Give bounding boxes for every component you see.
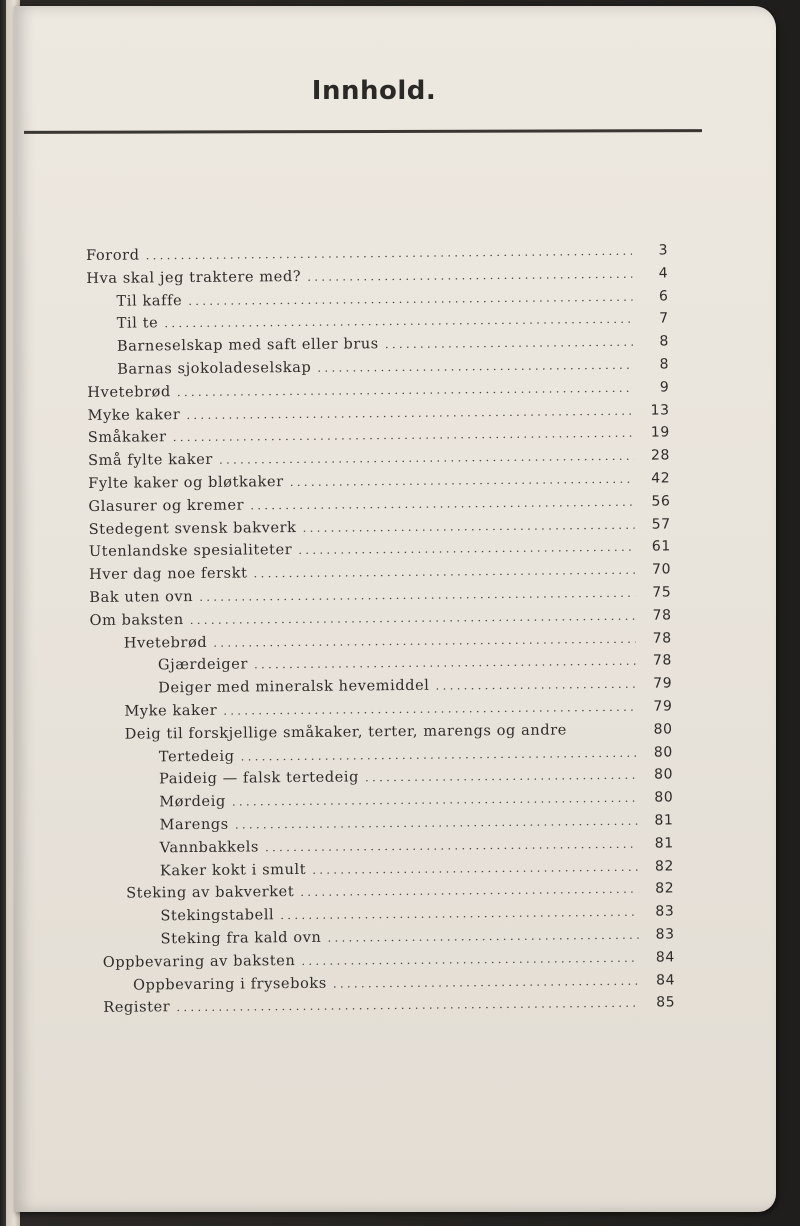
dot-leader [254,654,636,672]
dot-leader [240,745,636,763]
toc-entry-page: 3 [658,242,669,259]
dot-leader [164,312,633,330]
dot-leader [300,882,638,899]
toc-entry-page: 80 [653,743,673,761]
toc-entry-page: 8 [659,333,670,350]
dot-leader [333,973,639,990]
toc-entry-label: Stedegent svensk bakverk [88,519,297,538]
toc-entry-page: 8 [659,356,670,373]
toc-entry-page: 85 [656,994,676,1011]
dot-leader [177,381,634,399]
dot-leader [186,403,633,421]
dot-leader [290,472,635,489]
table-of-contents [86,242,675,1023]
toc-entry-label: Marengs [159,816,229,834]
toc-entry-page: 82 [654,857,675,875]
toc-entry-label: Deiger med mineralsk hevemiddel [158,677,430,697]
dot-leader [173,426,634,444]
title-rule [24,129,702,134]
toc-entry-label: Utenlandske spesialiteter [88,542,293,561]
dot-leader [385,335,633,351]
dot-leader [327,928,638,945]
toc-entry-page: 61 [651,538,671,555]
toc-entry-label: Paideig — falsk tertedeig [159,769,360,788]
toc-entry-page: 81 [654,812,674,829]
toc-entry-label: Hver dag noe ferskt [89,565,248,584]
dot-leader [298,540,635,557]
dot-leader [302,517,634,534]
dot-leader [265,836,638,854]
toc-entry-page: 9 [659,379,670,396]
book-page [14,6,776,1212]
dot-leader [145,244,632,263]
dot-leader [312,859,638,876]
toc-entry-label: Hvetebrød [87,383,171,401]
dot-leader [188,289,632,307]
dot-leader [250,495,634,513]
toc-entry-page: 13 [650,401,670,419]
toc-entry-label: Steking fra kald ovn [160,929,322,948]
dot-leader [190,608,636,626]
toc-entry-label: Om baksten [89,611,184,629]
toc-entry-label: Deig til forskjellige småkaker, terter, marengs og andre [124,722,567,743]
toc-entry-label: Barnas sjokoladeselskap [117,359,312,378]
toc-entry-page: 70 [652,561,672,578]
dot-leader [235,814,638,832]
toc-entry-page: 79 [653,675,673,692]
toc-entry-label: Gjærdeiger [157,656,249,674]
dot-leader [219,449,634,467]
toc-entry-page: 78 [652,629,672,647]
toc-entry-label: Tertedeig [158,748,235,765]
dot-leader [223,700,636,718]
toc-entry-page: 75 [652,584,672,601]
dot-leader [199,586,635,604]
toc-entry-label: Steking av bakverket [126,884,295,902]
toc-entry-page: 80 [653,766,674,783]
toc-entry-label: Bak uten ovn [89,588,194,606]
toc-entry-page: 7 [659,310,669,327]
toc-entry-label: Kaker kokt i smult [159,861,307,879]
toc-entry-label: Barneselskap med saft eller brus [116,336,379,355]
toc-entry-page: 79 [653,698,673,715]
toc-entry-page: 84 [655,971,676,989]
toc-entry-page: 80 [653,721,673,738]
toc-entry-label: Vannbakkels [159,839,260,857]
toc-entry-page: 19 [650,424,670,441]
toc-entry-page: 28 [650,447,671,464]
toc-entry-page: 82 [655,880,675,897]
dot-leader [232,791,638,809]
dot-leader [365,768,637,785]
toc-entry-page: 4 [658,265,669,282]
toc-entry-page: 78 [652,607,672,624]
dot-leader [213,631,636,649]
dot-leader [317,358,633,375]
toc-entry-label: Register [103,999,171,1017]
dot-leader [253,563,635,581]
toc-entry-label: Til te [116,315,159,333]
toc-entry-label: Stekingstabell [160,907,275,925]
toc-entry-label: Småkaker [87,429,167,447]
toc-entry-label: Små fylte kaker [87,451,214,470]
toc-entry-label: Fylte kaker og bløtkaker [88,474,284,492]
toc-entry-label: Hvetebrød [123,634,208,652]
toc-entry-label: Mørdeig [159,793,226,811]
toc-entry-label: Myke kaker [87,406,181,424]
toc-entry-page: 84 [655,949,675,966]
toc-entry-label: Glasurer og kremer [88,497,245,515]
toc-entry-page: 83 [655,926,675,943]
toc-entry [93,995,675,1023]
toc-entry-page: 57 [651,515,671,533]
dot-leader [307,267,632,284]
toc-entry-page: 78 [652,652,673,669]
toc-entry-label: Hva skal jeg traktere med? [86,268,302,287]
toc-entry-page: 83 [655,903,675,920]
toc-entry-label: Forord [86,247,140,264]
toc-entry-page: 42 [651,470,671,487]
toc-entry-label: Oppbevaring av baksten [102,952,296,971]
toc-entry-label: Myke kaker [124,702,218,720]
page-title: Innhold. [311,76,437,106]
dot-leader [176,996,639,1014]
toc-entry-label: Oppbevaring i fryseboks [133,975,327,994]
toc-entry-page: 80 [654,789,674,806]
toc-entry-page: 56 [651,493,671,510]
toc-entry-label: Til kaffe [116,292,183,310]
dot-leader [280,905,638,922]
toc-entry-page: 81 [654,835,674,852]
dot-leader [435,677,636,693]
toc-entry-page: 6 [658,288,669,305]
dot-leader [301,950,639,967]
